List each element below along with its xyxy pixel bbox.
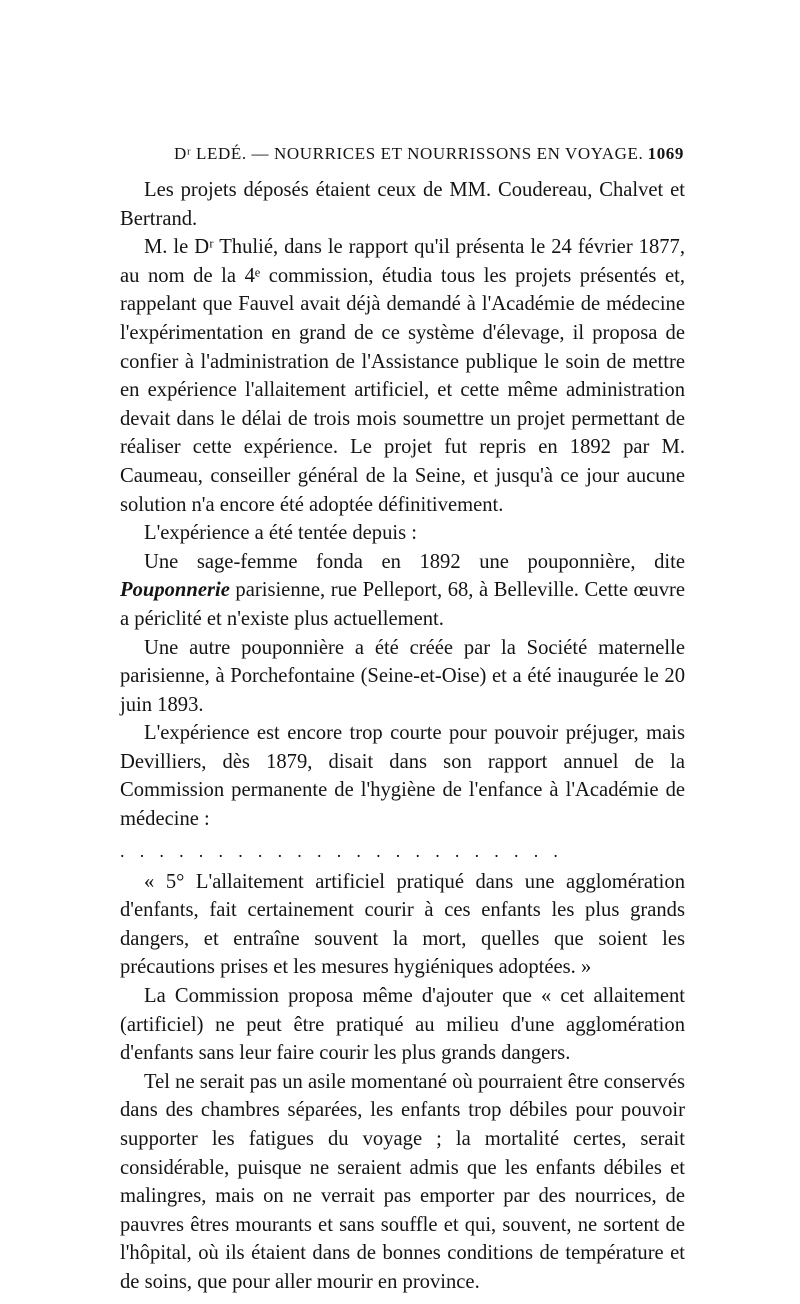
paragraph-8: La Commission proposa même d'ajouter que « cet allaitement (artificiel) ne peut être pratiqué au milieu d'une agglomération d'enfants sans leur faire courir les plus grands dangers.	[120, 985, 685, 1065]
body-text	[120, 176, 685, 1297]
paragraph-4	[120, 548, 685, 634]
quotation-paragraph: « 5° L'allaitement artificiel pratiqué dans une agglomération d'enfants, fait certainement courir à ces enfants les plus grands dangers, et entraîne souvent la mort, quelles que soient les précautions prises et les mesures hygiéniques adoptées. »	[120, 870, 685, 979]
paragraph-2: M. le Dʳ Thulié, dans le rapport qu'il présenta le 24 février 1877, au nom de la 4ᵉ commission, étudia tous les projets présentés et, rappelant que Fauvel avait déjà demandé à l'Académie de médecine l'expérimentation en grand de ce système d'élevage, il proposa de confier à l'administration de l'Assistance publique le soin de mettre en expérience l'allaitement artificiel, et cette même administration devait dans le délai de trois mois soumettre un projet permettant de réaliser cette expérience. Le projet fut repris en 1892 par M. Caumeau, conseiller général de la Seine, et jusqu'à ce jour aucune solution n'a encore été adoptée définitivement.	[120, 236, 685, 516]
paragraph-4-start: Une sage-femme fonda en 1892 une pouponnière, dite	[144, 550, 685, 573]
paragraph-6: L'expérience est encore trop courte pour pouvoir préjuger, mais Devilliers, dès 1879, disait dans son rapport annuel de la Commission permanente de l'hygiène de l'enfance à l'Académie de médecine :	[120, 722, 685, 831]
running-title: Dʳ LEDÉ. — NOURRICES ET NOURRISSONS EN VOYAGE.	[174, 144, 644, 163]
paragraph-1: Les projets déposés étaient ceux de MM. Coudereau, Chalvet et Bertrand.	[120, 179, 685, 230]
running-header	[174, 144, 684, 172]
paragraph-5: Une autre pouponnière a été créée par la Société maternelle parisienne, à Porchefontaine (Seine-et-Oise) et a été inaugurée le 20 juin 1893.	[120, 636, 685, 716]
paragraph-9: Tel ne serait pas un asile momentané où pourraient être conservés dans des chambres séparées, les enfants trop débiles pour pouvoir supporter les fatigues du voyage ; la mortalité certes, serait considérable, puisque ne seraient admis que les enfants débiles et malingres, mais on ne verrait pas emporter par des nourrices, de pauvres êtres mourants et sans souffle et qui, souvent, ne sortent de l'hôpital, où ils étaient dans de bonnes conditions de température et de soins, que pour aller mourir en province.	[120, 1070, 685, 1293]
paragraph-4-end: parisienne, rue Pelleport, 68, à Belleville. Cette œuvre a périclité et n'existe plus actuellement.	[120, 579, 685, 630]
paragraph-4-italic: Pouponnerie	[120, 579, 230, 602]
page-number: 1069	[647, 144, 684, 163]
paragraph-3: L'expérience a été tentée depuis :	[144, 522, 417, 545]
ellipsis-row: .......................	[120, 840, 574, 861]
